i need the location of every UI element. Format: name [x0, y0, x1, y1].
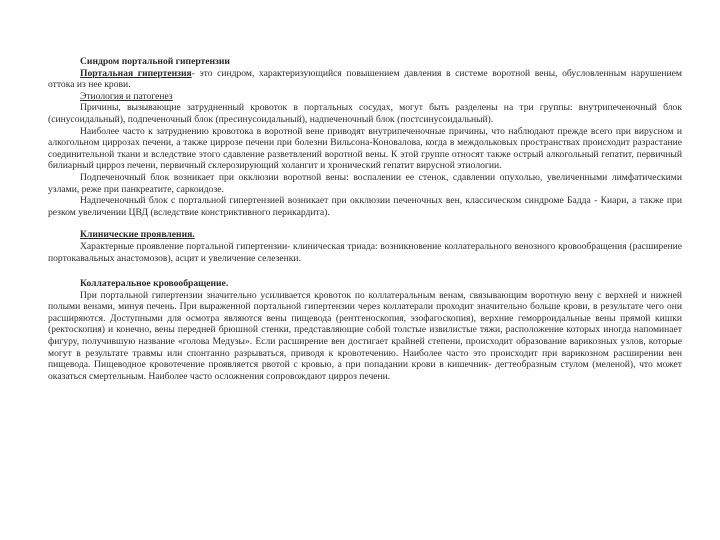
section-heading-collateral: Коллатеральное кровообращение. — [80, 278, 229, 290]
spacer — [48, 218, 682, 229]
section-heading-etiology — [48, 91, 682, 103]
definition-paragraph — [48, 68, 682, 91]
paragraph-intrahepatic: Наиболее часто к затруднению кровотока в воротной вене приводят внутрипеченочные причины, что наблюдают прежде всего при вирусном и алкогольном циррозах печени, а также циррозе печени при болезни Вильсона-Коновалова, когда в междольковых пространствах происходит разрастание соединительной ткани и вследствие этого сдавление разветвлений воротной вены. К этой группе относят также острый алкогольный гепатит, первичный билиарный цирроз печени, первичный склерозирующий холангит и хронический гепатит вирусной этиологии. — [48, 125, 682, 172]
definition-text: - это синдром, характеризующийся повышением давления в системе воротной вены, обусловленным нарушением оттока из нее крови. — [48, 67, 682, 91]
paragraph-prehepatic: Подпеченочный блок возникает при окклюзии воротной вены: воспалении ее стенок, сдавлении опухолью, увеличенными лимфатическими узлами, реже при панкреатите, саркоидозе. — [48, 171, 682, 195]
definition-term: Портальная гипертензия — [80, 67, 192, 79]
paragraph-causes: Причины, вызывающие затрудненный кровоток в портальных сосудах, могут быть разделены на три группы: внутрипеченочный блок (синусоидальный), подпеченочный блок (пресинусоидальный), надпеченочный блок (постсинусоидальный). — [48, 102, 682, 125]
paragraph-posthepatic: Надпеченочный блок с портальной гипертензией возникает при окклюзии печеночных вен, классическом синдроме Бадда - Киари, а также при резком увеличении ЦВД (вследствие констриктивного перикардита). — [48, 195, 682, 218]
paragraph-clinical-triad: Характерные проявление портальной гипертензии- клиническая триада: возникновение коллатерального венозного кровообращения (расширение портокавальных анастомозов), асцит и увеличение селезенки. — [48, 240, 682, 264]
etiology-heading-text: Этиология и патогенез — [80, 90, 173, 102]
clinical-heading-text: Клинические проявления. — [80, 229, 195, 241]
spacer — [48, 264, 682, 278]
document-title: Синдром портальной гипертензии — [80, 56, 230, 67]
paragraph-collateral: При портальной гипертензии значительно усиливается кровоток по коллатеральным венам, связывающим воротную вену с верхней и нижней полыми венами, минуя печень. При выраженной портальной гипертензии через коллатерали проходит значительно больше крови, в результате чего они расширяются. Доступными для осмотра являются вены пищевода (рентгеноскопия, эзофагоскопия), верхние геморроидальные вены прямой кишки (ректоскопия) и конечно, вены передней брюшной стенки, представляющие собой толстые извилистые тяжи, расположение которых иногда напоминает фигуру, получившую название «голова Медузы». Если расширение вен достигает крайней степени, происходит образование варикозных узлов, которые могут в результате травмы или спонтанно разрываться, приводя к кровотечению. Наиболее часто это происходит при варикозном расширении вен пищевода. Пищеводное кровотечение проявляется рвотой с кровью, а при попадании крови в кишечник- дегтеобразным стулом (меленой), что может оказаться смертельным. Наиболее часто осложнения сопровождают цирроз печени. — [48, 289, 682, 382]
section-heading-clinical — [48, 229, 682, 241]
